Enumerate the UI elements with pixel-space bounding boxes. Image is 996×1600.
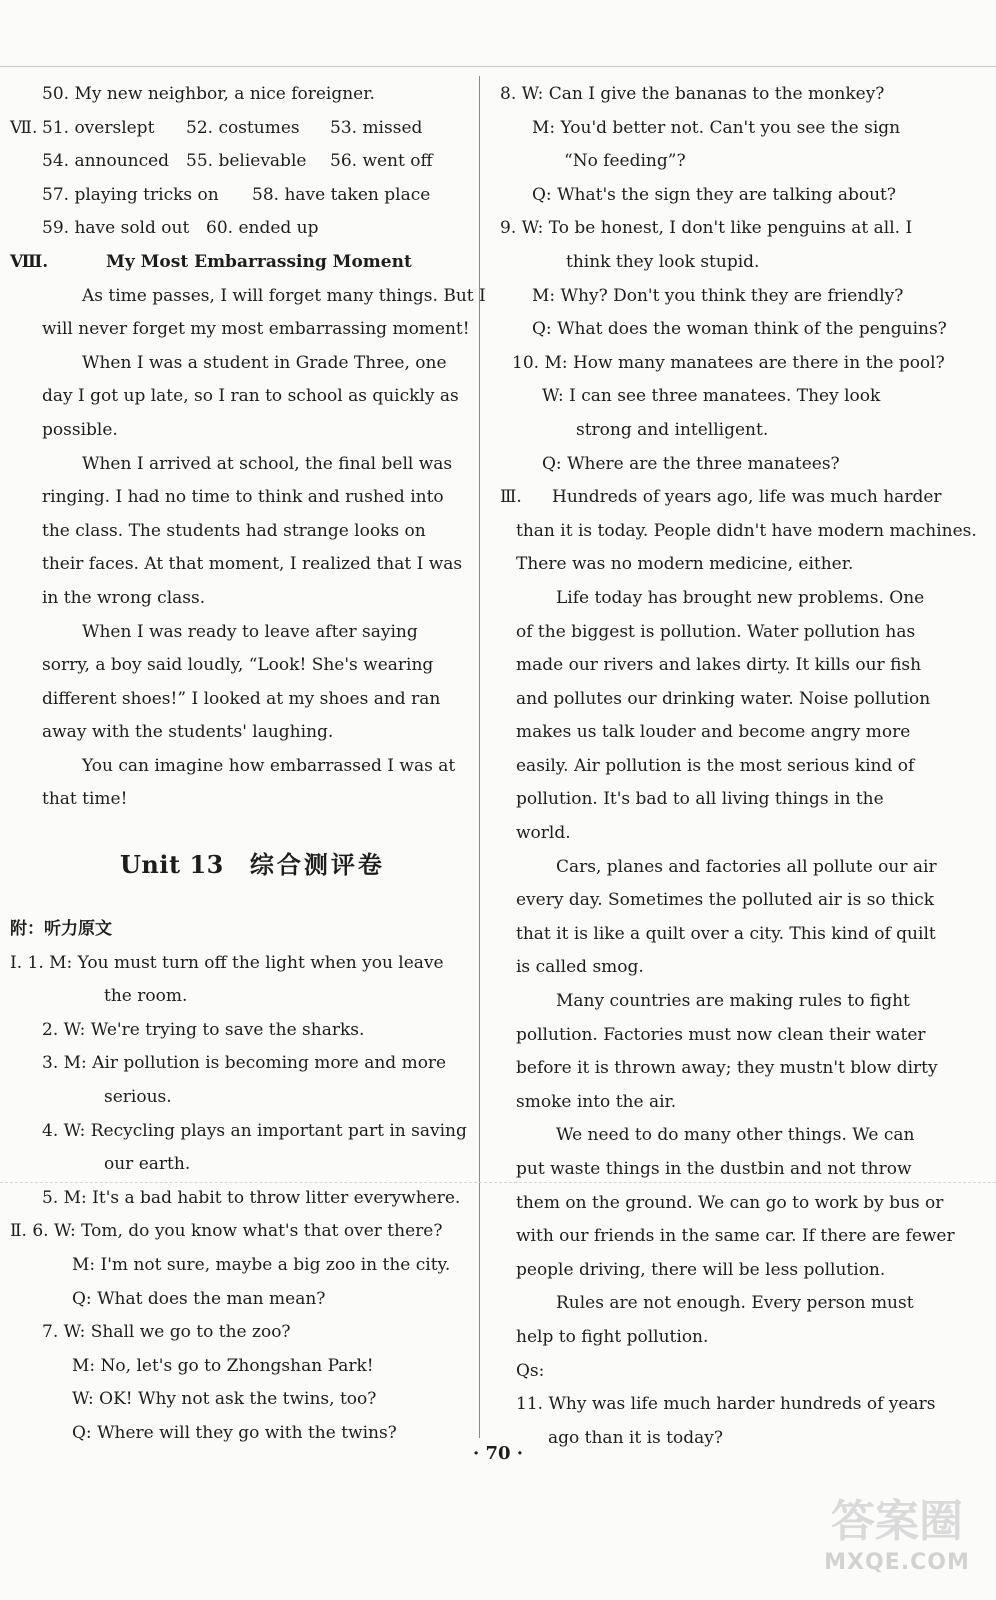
listening-line: Q: What does the man mean? <box>72 1288 326 1309</box>
listening-line: Ⅱ. 6. W: Tom, do you know what's that over there? <box>10 1221 443 1242</box>
answers-row-54 <box>10 145 470 179</box>
passage-line: before it is thrown away; they mustn't blow dirty <box>516 1058 938 1079</box>
passage-line: Life today has brought new problems. One <box>556 587 925 608</box>
dialog-line: Q: What's the sign they are talking about? <box>532 184 896 205</box>
passage-line: put waste things in the dustbin and not throw <box>516 1159 912 1179</box>
answer-59: 59. have sold out <box>42 218 190 239</box>
dialog-line: 9. W: To be honest, I don't like penguins at all. I <box>500 218 913 239</box>
passage-line: than it is today. People didn't have modern machines. <box>516 520 977 541</box>
passage-line: Many countries are making rules to fight <box>556 991 910 1012</box>
passage-line: and pollutes our drinking water. Noise pollution <box>516 688 931 709</box>
dialog-line: M: You'd better not. Can't you see the sign <box>532 117 901 138</box>
top-rule <box>0 66 996 67</box>
passage-line: makes us talk louder and become angry more <box>516 722 911 743</box>
dialog-line: 10. M: How many manatees are there in the pool? <box>512 352 945 373</box>
listening-line: serious. <box>104 1087 172 1108</box>
answer-53: 53. missed <box>330 117 423 138</box>
listening-line: 5. M: It's a bad habit to throw litter everywhere. <box>42 1187 461 1208</box>
listening-line: Q: Where will they go with the twins? <box>72 1422 397 1443</box>
watermark-brand: 答案圈 <box>831 1496 963 1547</box>
listening-line: M: I'm not sure, maybe a big zoo in the city. <box>72 1255 451 1275</box>
essay-line: You can imagine how embarrassed I was at <box>82 755 456 776</box>
section-iii-label: Ⅲ. <box>500 487 522 508</box>
listening-line: 3. M: Air pollution is becoming more and more <box>42 1053 447 1074</box>
answer-50: 50. My new neighbor, a nice foreigner. <box>42 84 375 104</box>
essay-line: will never forget my most embarrassing moment! <box>42 319 470 340</box>
page-number: · 70 · <box>472 1443 524 1464</box>
section-vii-label: Ⅶ. <box>10 117 38 138</box>
answer-52: 52. costumes <box>186 117 300 138</box>
section-viii-label: Ⅷ. <box>10 251 49 272</box>
left-column <box>10 78 486 1451</box>
essay-line: different shoes!” I looked at my shoes and ran <box>42 688 441 709</box>
dialog-line: 8. W: Can I give the bananas to the monkey? <box>500 84 885 104</box>
passage-line: people driving, there will be less pollution. <box>516 1259 886 1280</box>
passage-line: made our rivers and lakes dirty. It kills our fish <box>516 655 922 676</box>
passage-line: pollution. It's bad to all living things in the <box>516 789 884 810</box>
right-column <box>500 78 977 1455</box>
essay-heading <box>10 246 470 280</box>
listening-line: M: No, let's go to Zhongshan Park! <box>72 1355 374 1376</box>
answer-57: 57. playing tricks on <box>42 184 219 205</box>
listening-line: the room. <box>104 986 188 1007</box>
listening-line: 7. W: Shall we go to the zoo? <box>42 1322 291 1343</box>
dialog-line: M: Why? Don't you think they are friendly? <box>532 285 904 306</box>
answer-54: 54. announced <box>42 151 170 172</box>
answer-55: 55. believable <box>186 151 307 172</box>
passage-line: Cars, planes and factories all pollute our air <box>556 856 937 877</box>
passage-line: We need to do many other things. We can <box>556 1125 915 1146</box>
passage-line: smoke into the air. <box>516 1091 677 1112</box>
essay-line: in the wrong class. <box>42 587 206 608</box>
passage-line: Rules are not enough. Every person must <box>556 1293 914 1314</box>
question-11-cont: ago than it is today? <box>548 1427 723 1448</box>
essay-line: day I got up late, so I ran to school as quickly as <box>42 386 459 407</box>
passage-line: pollution. Factories must now clean their water <box>516 1024 926 1045</box>
unit-title: Unit 13 <box>120 850 224 880</box>
dialog-line: Q: What does the woman think of the penguins? <box>532 319 947 340</box>
answer-56: 56. went off <box>330 151 433 172</box>
passage-line: of the biggest is pollution. Water pollution has <box>516 621 916 642</box>
answer-51: 51. overslept <box>42 117 155 138</box>
essay-line: When I was ready to leave after saying <box>82 621 418 642</box>
passage-line: help to fight pollution. <box>516 1326 709 1347</box>
passage-line: them on the ground. We can go to work by bus or <box>516 1192 944 1213</box>
listening-line: W: OK! Why not ask the twins, too? <box>72 1389 377 1410</box>
answers-row-51 <box>10 112 470 146</box>
passage-line: with our friends in the same car. If there are fewer <box>516 1226 955 1247</box>
passage-line: Hundreds of years ago, life was much harder <box>552 487 942 508</box>
essay-line: As time passes, I will forget many things. But I <box>82 285 486 306</box>
answer-60: 60. ended up <box>206 218 319 239</box>
dialog-line: “No feeding”? <box>564 151 686 172</box>
essay-line: away with the students' laughing. <box>42 722 334 743</box>
watermark-logo <box>812 1494 982 1594</box>
passage-line: that it is like a quilt over a city. This kind of quilt <box>516 923 936 944</box>
essay-line: ringing. I had no time to think and rushed into <box>42 487 444 508</box>
passage-line: every day. Sometimes the polluted air is so thick <box>516 890 935 911</box>
answers-row-57 <box>10 179 470 213</box>
passage-first-line <box>500 481 970 515</box>
listening-line: Ⅰ. 1. M: You must turn off the light when you leave <box>10 952 444 973</box>
essay-line: that time! <box>42 789 128 810</box>
essay-line: When I was a student in Grade Three, one <box>82 352 447 373</box>
dialog-line: strong and intelligent. <box>576 419 769 440</box>
questions-label: Qs: <box>516 1360 545 1381</box>
essay-line: sorry, a boy said loudly, “Look! She's wearing <box>42 655 434 676</box>
essay-line: their faces. At that moment, I realized that I was <box>42 554 463 575</box>
unit-subtitle: 综合测评卷 <box>249 850 385 880</box>
passage-line: There was no modern medicine, either. <box>516 554 854 575</box>
passage-line: is called smog. <box>516 957 644 978</box>
passage-line: easily. Air pollution is the most serious kind of <box>516 755 915 776</box>
listening-line: 2. W: We're trying to save the sharks. <box>42 1019 365 1040</box>
dialog-line: W: I can see three manatees. They look <box>542 386 881 407</box>
essay-line: possible. <box>42 419 118 440</box>
passage-line: world. <box>516 823 571 844</box>
answers-row-59 <box>10 212 470 246</box>
essay-line: the class. The students had strange looks on <box>42 520 426 541</box>
listening-line: our earth. <box>104 1154 191 1175</box>
unit-heading <box>10 817 470 913</box>
essay-line: When I arrived at school, the final bell was <box>82 453 453 474</box>
question-11: 11. Why was life much harder hundreds of years <box>516 1394 936 1415</box>
essay-title: My Most Embarrassing Moment <box>106 251 412 272</box>
watermark-url: MXQE.COM <box>824 1550 970 1575</box>
dialog-line: think they look stupid. <box>566 251 760 272</box>
answer-58: 58. have taken place <box>252 184 431 205</box>
dialog-line: Q: Where are the three manatees? <box>542 453 840 474</box>
listening-script-label: 附：听力原文 <box>10 919 112 940</box>
listening-line: 4. W: Recycling plays an important part in saving <box>42 1120 467 1141</box>
